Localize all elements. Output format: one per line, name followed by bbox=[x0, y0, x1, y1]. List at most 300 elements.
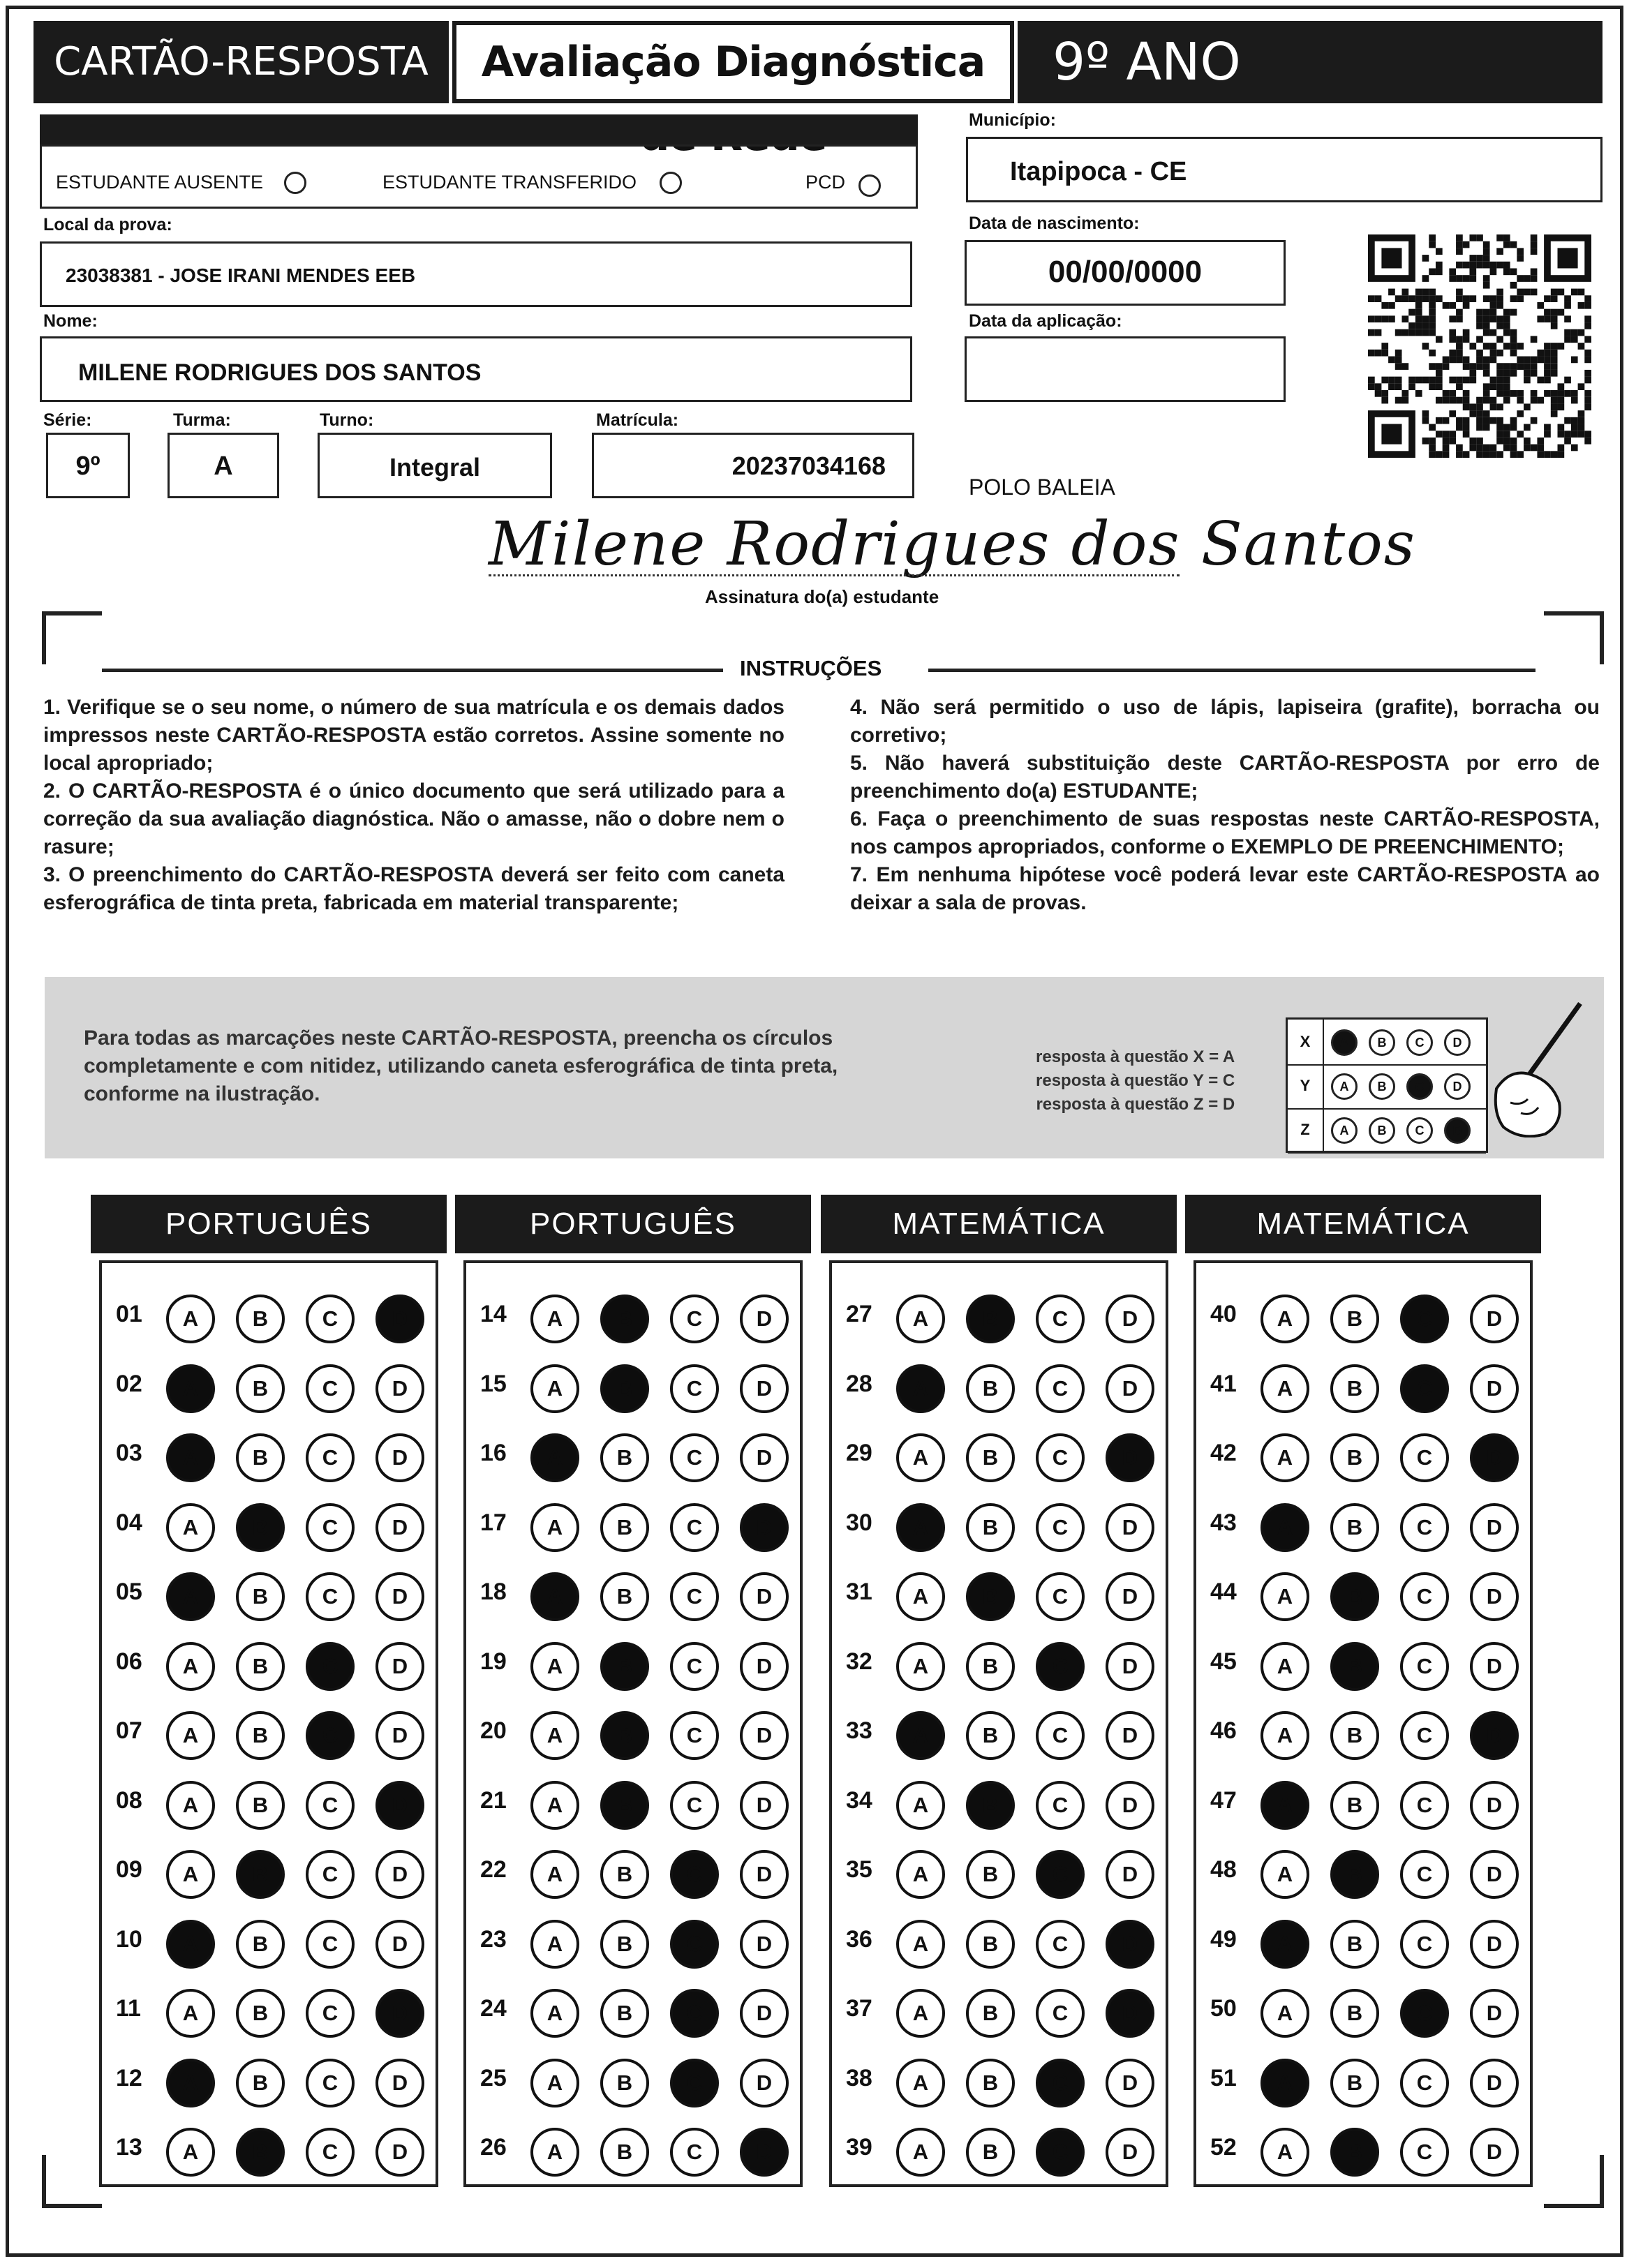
answer-bubble-d[interactable]: D bbox=[1106, 1572, 1154, 1621]
question-row bbox=[466, 1493, 800, 1555]
answer-bubble-c[interactable]: C bbox=[670, 1503, 719, 1552]
answer-bubble-b[interactable]: B bbox=[600, 1364, 649, 1413]
answer-bubble-b[interactable]: B bbox=[600, 1989, 649, 2038]
question-row bbox=[102, 1632, 436, 1694]
signature-caption: Assinatura do(a) estudante bbox=[705, 586, 939, 607]
status-transferred-label: ESTUDANTE TRANSFERIDO bbox=[382, 172, 637, 193]
answer-bubble-b[interactable]: B bbox=[966, 1295, 1015, 1343]
answer-bubble-a[interactable]: A bbox=[1261, 1572, 1309, 1621]
answer-bubble-a[interactable]: A bbox=[1261, 1781, 1309, 1830]
answer-bubble-a[interactable]: A bbox=[166, 1781, 215, 1830]
bottom-corner-right bbox=[1544, 2155, 1604, 2208]
answer-bubble-d[interactable]: D bbox=[1470, 1989, 1519, 2038]
answer-bubble-c[interactable]: C bbox=[306, 1572, 355, 1621]
question-row bbox=[832, 1632, 1166, 1694]
answer-bubble-b[interactable]: B bbox=[966, 1364, 1015, 1413]
answer-bubble-a[interactable]: A bbox=[530, 1920, 579, 1969]
answer-bubble-a[interactable]: A bbox=[166, 2128, 215, 2177]
bottom-corner-left bbox=[42, 2155, 102, 2208]
status-row bbox=[40, 144, 918, 209]
question-number: 36 bbox=[846, 1925, 872, 1953]
answer-bubble-b[interactable]: B bbox=[966, 1503, 1015, 1552]
answer-bubble-c[interactable]: C bbox=[1036, 1781, 1085, 1830]
answer-bubble-b[interactable]: B bbox=[236, 1850, 285, 1899]
answer-bubble-d[interactable]: D bbox=[740, 1781, 789, 1830]
answer-bubble-d[interactable]: D bbox=[1106, 1642, 1154, 1691]
answer-bubble-a[interactable]: A bbox=[166, 1295, 215, 1343]
answer-bubble-a[interactable]: A bbox=[166, 1642, 215, 1691]
answer-bubble-c[interactable]: C bbox=[1400, 1364, 1449, 1413]
municipio-label: Município: bbox=[969, 110, 1056, 130]
answer-bubble-b[interactable]: B bbox=[600, 2128, 649, 2177]
answer-bubble-b[interactable]: B bbox=[236, 1642, 285, 1691]
answer-bubble-c[interactable]: C bbox=[1400, 1850, 1449, 1899]
answer-bubble-b[interactable]: B bbox=[236, 1572, 285, 1621]
answer-bubble-b[interactable]: B bbox=[600, 1642, 649, 1691]
answer-bubble-c[interactable]: C bbox=[1400, 2059, 1449, 2107]
answer-bubble-d[interactable]: D bbox=[1106, 1295, 1154, 1343]
status-transferred-radio[interactable] bbox=[660, 172, 682, 194]
answer-column bbox=[99, 1260, 438, 2187]
answer-column bbox=[463, 1260, 803, 2187]
answer-bubble-a[interactable]: A bbox=[166, 1989, 215, 2038]
answer-bubble-a[interactable]: A bbox=[166, 1364, 215, 1413]
answer-bubble-b[interactable]: B bbox=[966, 1433, 1015, 1482]
answer-bubble-b[interactable]: B bbox=[600, 1295, 649, 1343]
answer-bubble-b[interactable]: B bbox=[1330, 1850, 1379, 1899]
answer-bubble-a[interactable]: A bbox=[530, 1572, 579, 1621]
answer-bubble-d[interactable]: D bbox=[740, 1920, 789, 1969]
answer-bubble-d[interactable]: D bbox=[740, 1364, 789, 1413]
answer-bubble-b[interactable]: B bbox=[236, 1433, 285, 1482]
answer-bubble-d[interactable]: D bbox=[1470, 1850, 1519, 1899]
answer-bubble-c[interactable]: C bbox=[1036, 2059, 1085, 2107]
question-number: 43 bbox=[1210, 1509, 1237, 1536]
answer-bubble-c[interactable]: C bbox=[306, 1503, 355, 1552]
turno-field: Integral bbox=[318, 433, 552, 498]
question-number: 31 bbox=[846, 1579, 872, 1605]
answer-bubble-b[interactable]: B bbox=[966, 1642, 1015, 1691]
answer-bubble-a[interactable]: A bbox=[896, 1642, 945, 1691]
question-row bbox=[102, 1909, 436, 1972]
answer-bubble-d[interactable]: D bbox=[1470, 1503, 1519, 1552]
fill-example-grid bbox=[1286, 1017, 1488, 1153]
answer-bubble-b[interactable]: B bbox=[1330, 1364, 1379, 1413]
answer-bubble-a[interactable]: A bbox=[166, 1503, 215, 1552]
question-row bbox=[466, 2048, 800, 2111]
question-number: 13 bbox=[116, 2134, 142, 2161]
question-row bbox=[102, 1701, 436, 1763]
answer-bubble-a[interactable]: A bbox=[166, 2059, 215, 2107]
answer-bubble-a[interactable]: A bbox=[896, 2128, 945, 2177]
answer-bubble-a[interactable]: A bbox=[530, 1711, 579, 1760]
answer-bubble-a[interactable]: A bbox=[530, 2059, 579, 2107]
turno-label: Turno: bbox=[320, 410, 374, 430]
answer-bubble-a[interactable]: A bbox=[896, 1295, 945, 1343]
question-number: 33 bbox=[846, 1717, 872, 1744]
status-header-bar bbox=[40, 114, 918, 145]
answer-bubble-a[interactable]: A bbox=[896, 2059, 945, 2107]
answer-bubble-b[interactable]: B bbox=[1330, 1920, 1379, 1969]
answer-bubble-d[interactable]: D bbox=[1106, 2128, 1154, 2177]
answer-bubble-a[interactable]: A bbox=[166, 1920, 215, 1969]
answer-bubble-c[interactable]: C bbox=[670, 1781, 719, 1830]
serie-field: 9º bbox=[46, 433, 130, 498]
answer-bubble-c[interactable]: C bbox=[670, 1711, 719, 1760]
answer-bubble-b[interactable]: B bbox=[1330, 2128, 1379, 2177]
answer-bubble-b[interactable]: B bbox=[1330, 1295, 1379, 1343]
answer-bubble-a[interactable]: A bbox=[896, 1433, 945, 1482]
section-title: MATEMÁTICA bbox=[821, 1195, 1177, 1253]
answer-bubble-b[interactable]: B bbox=[600, 1920, 649, 1969]
answer-bubble-d[interactable]: D bbox=[1106, 2059, 1154, 2107]
answer-bubble-a[interactable]: A bbox=[530, 1364, 579, 1413]
answer-bubble-c[interactable]: C bbox=[670, 1642, 719, 1691]
student-signature: Milene Rodrigues dos Santos bbox=[489, 509, 1416, 579]
answer-bubble-c[interactable]: C bbox=[670, 1989, 719, 2038]
answer-bubble-d[interactable]: D bbox=[375, 1711, 424, 1760]
answer-bubble-d[interactable]: D bbox=[375, 2059, 424, 2107]
answer-bubble-a[interactable]: A bbox=[1261, 1920, 1309, 1969]
answer-bubble-a[interactable]: A bbox=[166, 1433, 215, 1482]
answer-bubble-b[interactable]: B bbox=[966, 1781, 1015, 1830]
answer-bubble-d[interactable]: D bbox=[1106, 1920, 1154, 1969]
answer-bubble-b[interactable]: B bbox=[1330, 1989, 1379, 2038]
example-bubble: D bbox=[1444, 1117, 1471, 1144]
answer-bubble-d[interactable]: D bbox=[375, 1781, 424, 1830]
answer-bubble-c[interactable]: C bbox=[306, 1642, 355, 1691]
answer-bubble-d[interactable]: D bbox=[1106, 1503, 1154, 1552]
answer-bubble-d[interactable]: D bbox=[1106, 1433, 1154, 1482]
answer-bubble-a[interactable]: A bbox=[530, 1433, 579, 1482]
answer-bubble-c[interactable]: C bbox=[306, 1989, 355, 2038]
example-bubble: C bbox=[1406, 1073, 1433, 1100]
answer-bubble-c[interactable]: C bbox=[1400, 1572, 1449, 1621]
answer-bubble-a[interactable]: A bbox=[530, 1989, 579, 2038]
question-number: 24 bbox=[480, 1995, 507, 2022]
answer-bubble-d[interactable]: D bbox=[1470, 1572, 1519, 1621]
answer-bubble-c[interactable]: C bbox=[1036, 1572, 1085, 1621]
answer-bubble-b[interactable]: B bbox=[236, 1781, 285, 1830]
answer-bubble-c[interactable]: C bbox=[306, 2128, 355, 2177]
answer-bubble-c[interactable]: C bbox=[306, 1295, 355, 1343]
answer-bubble-b[interactable]: B bbox=[1330, 1642, 1379, 1691]
answer-bubble-d[interactable]: D bbox=[375, 1295, 424, 1343]
answer-bubble-d[interactable]: D bbox=[375, 1433, 424, 1482]
answer-bubble-a[interactable]: A bbox=[166, 1572, 215, 1621]
answer-bubble-d[interactable]: D bbox=[1470, 1364, 1519, 1413]
question-number: 02 bbox=[116, 1370, 142, 1397]
example-bubble: A bbox=[1331, 1073, 1358, 1100]
answer-bubble-c[interactable]: C bbox=[670, 2128, 719, 2177]
answer-bubble-b[interactable]: B bbox=[1330, 1711, 1379, 1760]
status-absent-label: ESTUDANTE AUSENTE bbox=[56, 172, 264, 193]
answer-bubble-d[interactable]: D bbox=[740, 2059, 789, 2107]
answer-bubble-a[interactable]: A bbox=[530, 1850, 579, 1899]
answer-bubble-b[interactable]: B bbox=[966, 1711, 1015, 1760]
answer-bubble-d[interactable]: D bbox=[740, 1711, 789, 1760]
answer-bubble-d[interactable]: D bbox=[375, 1989, 424, 2038]
answer-bubble-c[interactable]: C bbox=[670, 1850, 719, 1899]
question-row bbox=[832, 1493, 1166, 1555]
answer-bubble-c[interactable]: C bbox=[306, 2059, 355, 2107]
answer-bubble-c[interactable]: C bbox=[1400, 1781, 1449, 1830]
example-bubble: D bbox=[1444, 1073, 1471, 1100]
answer-bubble-b[interactable]: B bbox=[966, 1989, 1015, 2038]
answer-bubble-d[interactable]: D bbox=[1470, 1711, 1519, 1760]
question-number: 08 bbox=[116, 1786, 142, 1814]
answer-bubble-b[interactable]: B bbox=[966, 1850, 1015, 1899]
answer-bubble-c[interactable]: C bbox=[1036, 1503, 1085, 1552]
instructions-title: INSTRUÇÕES bbox=[740, 656, 882, 680]
answer-bubble-a[interactable]: A bbox=[896, 1364, 945, 1413]
answer-bubble-c[interactable]: C bbox=[306, 1364, 355, 1413]
answer-bubble-c[interactable]: C bbox=[670, 1572, 719, 1621]
answer-bubble-c[interactable]: C bbox=[1400, 1989, 1449, 2038]
aplicacao-field bbox=[965, 336, 1286, 402]
answer-bubble-d[interactable]: D bbox=[740, 1572, 789, 1621]
example-row-label: Y bbox=[1288, 1064, 1324, 1108]
matricula-label: Matrícula: bbox=[596, 410, 679, 430]
serie-label: Série: bbox=[43, 410, 92, 430]
answer-bubble-c[interactable]: C bbox=[1036, 1920, 1085, 1969]
answer-bubble-d[interactable]: D bbox=[740, 1295, 789, 1343]
answer-bubble-d[interactable]: D bbox=[1106, 1989, 1154, 2038]
answer-bubble-a[interactable]: A bbox=[530, 1503, 579, 1552]
question-row bbox=[466, 1770, 800, 1833]
question-row bbox=[466, 1701, 800, 1763]
answer-bubble-b[interactable]: B bbox=[1330, 1781, 1379, 1830]
answer-bubble-d[interactable]: D bbox=[1106, 1364, 1154, 1413]
answer-bubble-c[interactable]: C bbox=[670, 1433, 719, 1482]
question-number: 10 bbox=[116, 1925, 142, 1953]
answer-bubble-d[interactable]: D bbox=[1470, 2128, 1519, 2177]
question-number: 37 bbox=[846, 1995, 872, 2022]
answer-bubble-a[interactable]: A bbox=[1261, 1364, 1309, 1413]
answer-bubble-b[interactable]: B bbox=[236, 1503, 285, 1552]
answer-bubble-a[interactable]: A bbox=[896, 1920, 945, 1969]
answer-bubble-a[interactable]: A bbox=[896, 1781, 945, 1830]
answer-bubble-a[interactable]: A bbox=[530, 1642, 579, 1691]
answer-bubble-b[interactable]: B bbox=[1330, 1503, 1379, 1552]
question-number: 34 bbox=[846, 1786, 872, 1814]
answer-bubble-b[interactable]: B bbox=[966, 2128, 1015, 2177]
answer-bubble-d[interactable]: D bbox=[740, 1503, 789, 1552]
answer-bubble-a[interactable]: A bbox=[1261, 2059, 1309, 2107]
answer-bubble-a[interactable]: A bbox=[1261, 1989, 1309, 2038]
answer-bubble-c[interactable]: C bbox=[306, 1433, 355, 1482]
answer-bubble-c[interactable]: C bbox=[670, 2059, 719, 2107]
answer-bubble-c[interactable]: C bbox=[1400, 1503, 1449, 1552]
answer-bubble-c[interactable]: C bbox=[306, 1781, 355, 1830]
question-number: 14 bbox=[480, 1301, 507, 1327]
question-row bbox=[1196, 1909, 1530, 1972]
answer-bubble-c[interactable]: C bbox=[1400, 1642, 1449, 1691]
question-row bbox=[102, 1284, 436, 1347]
answer-bubble-a[interactable]: A bbox=[166, 1850, 215, 1899]
answer-bubble-a[interactable]: A bbox=[1261, 1503, 1309, 1552]
answer-bubble-c[interactable]: C bbox=[1036, 1642, 1085, 1691]
answer-bubble-c[interactable]: C bbox=[306, 1920, 355, 1969]
municipio-field: Itapipoca - CE bbox=[966, 137, 1602, 202]
answer-bubble-d[interactable]: D bbox=[375, 1364, 424, 1413]
question-row bbox=[832, 1701, 1166, 1763]
question-row bbox=[832, 2048, 1166, 2111]
question-row bbox=[466, 1978, 800, 2041]
answer-bubble-d[interactable]: D bbox=[375, 1503, 424, 1552]
answer-bubble-b[interactable]: B bbox=[600, 1711, 649, 1760]
answer-bubble-a[interactable]: A bbox=[530, 1781, 579, 1830]
question-row bbox=[1196, 1493, 1530, 1555]
answer-bubble-c[interactable]: C bbox=[1400, 1295, 1449, 1343]
example-bubble: B bbox=[1369, 1073, 1395, 1100]
example-bubble: C bbox=[1406, 1029, 1433, 1056]
answer-bubble-c[interactable]: C bbox=[1036, 1364, 1085, 1413]
question-number: 52 bbox=[1210, 2134, 1237, 2161]
answer-bubble-a[interactable]: A bbox=[530, 2128, 579, 2177]
answer-bubble-d[interactable]: D bbox=[1470, 1295, 1519, 1343]
answer-bubble-c[interactable]: C bbox=[306, 1711, 355, 1760]
answer-bubble-a[interactable]: A bbox=[530, 1295, 579, 1343]
question-row bbox=[1196, 1840, 1530, 1902]
answer-bubble-b[interactable]: B bbox=[236, 1364, 285, 1413]
question-row bbox=[1196, 1354, 1530, 1417]
question-number: 05 bbox=[116, 1579, 142, 1605]
answer-bubble-d[interactable]: D bbox=[740, 2128, 789, 2177]
answer-bubble-d[interactable]: D bbox=[1470, 1920, 1519, 1969]
question-row bbox=[832, 1978, 1166, 2041]
answer-bubble-c[interactable]: C bbox=[1036, 1295, 1085, 1343]
question-number: 11 bbox=[116, 1995, 141, 2022]
answer-bubble-c[interactable]: C bbox=[306, 1850, 355, 1899]
answer-bubble-d[interactable]: D bbox=[1106, 1850, 1154, 1899]
question-number: 48 bbox=[1210, 1856, 1237, 1883]
answer-bubble-a[interactable]: A bbox=[1261, 1711, 1309, 1760]
answer-bubble-b[interactable]: B bbox=[966, 2059, 1015, 2107]
question-row bbox=[102, 2117, 436, 2180]
answer-bubble-a[interactable]: A bbox=[896, 1989, 945, 2038]
answer-bubble-b[interactable]: B bbox=[966, 1920, 1015, 1969]
answer-bubble-c[interactable]: C bbox=[1400, 1920, 1449, 1969]
question-number: 44 bbox=[1210, 1579, 1237, 1605]
answer-bubble-b[interactable]: B bbox=[1330, 2059, 1379, 2107]
answer-bubble-c[interactable]: C bbox=[1036, 1711, 1085, 1760]
question-number: 38 bbox=[846, 2064, 872, 2091]
answer-bubble-d[interactable]: D bbox=[375, 1572, 424, 1621]
answer-bubble-d[interactable]: D bbox=[740, 1642, 789, 1691]
status-pcd-label: PCD bbox=[805, 172, 846, 193]
answer-bubble-b[interactable]: B bbox=[966, 1572, 1015, 1621]
answer-bubble-c[interactable]: C bbox=[1400, 2128, 1449, 2177]
answer-bubble-a[interactable]: A bbox=[896, 1503, 945, 1552]
answer-bubble-d[interactable]: D bbox=[740, 1433, 789, 1482]
answer-bubble-b[interactable]: B bbox=[236, 1711, 285, 1760]
question-number: 26 bbox=[480, 2134, 507, 2161]
question-row bbox=[102, 1493, 436, 1555]
answer-bubble-a[interactable]: A bbox=[1261, 1295, 1309, 1343]
answer-bubble-b[interactable]: B bbox=[236, 1920, 285, 1969]
question-number: 20 bbox=[480, 1717, 507, 1744]
answer-bubble-b[interactable]: B bbox=[236, 1989, 285, 2038]
instruction-item: 6. Faça o preenchimento de suas respostas neste CARTÃO-RESPOSTA, nos campos apropriados, conforme o EXEMPLO DE PREENCHIMENTO; bbox=[850, 807, 1600, 858]
answer-bubble-a[interactable]: A bbox=[166, 1711, 215, 1760]
answer-bubble-d[interactable]: D bbox=[1470, 2059, 1519, 2107]
question-row bbox=[1196, 2048, 1530, 2111]
question-row bbox=[832, 1562, 1166, 1625]
answer-bubble-d[interactable]: D bbox=[1470, 1642, 1519, 1691]
answer-bubble-c[interactable]: C bbox=[670, 1295, 719, 1343]
answer-bubble-d[interactable]: D bbox=[1470, 1433, 1519, 1482]
answer-bubble-d[interactable]: D bbox=[375, 1850, 424, 1899]
answer-bubble-d[interactable]: D bbox=[375, 2128, 424, 2177]
answer-bubble-c[interactable]: C bbox=[1036, 1850, 1085, 1899]
turma-field: A bbox=[168, 433, 279, 498]
answer-bubble-c[interactable]: C bbox=[1400, 1433, 1449, 1482]
instructions-rule-right bbox=[928, 669, 1535, 672]
answer-bubble-b[interactable]: B bbox=[1330, 1572, 1379, 1621]
answer-bubble-b[interactable]: B bbox=[236, 2128, 285, 2177]
answer-bubble-d[interactable]: D bbox=[375, 1642, 424, 1691]
example-bubble: B bbox=[1369, 1029, 1395, 1056]
answer-bubble-b[interactable]: B bbox=[600, 1433, 649, 1482]
answer-bubble-c[interactable]: C bbox=[670, 1364, 719, 1413]
answer-bubble-c[interactable]: C bbox=[1036, 1433, 1085, 1482]
answer-bubble-c[interactable]: C bbox=[1036, 2128, 1085, 2177]
status-pcd-radio[interactable] bbox=[858, 174, 881, 197]
question-row bbox=[1196, 2117, 1530, 2180]
answer-bubble-b[interactable]: B bbox=[236, 2059, 285, 2107]
answer-bubble-a[interactable]: A bbox=[1261, 1850, 1309, 1899]
question-row bbox=[466, 1562, 800, 1625]
answer-bubble-c[interactable]: C bbox=[1036, 1989, 1085, 2038]
answer-bubble-b[interactable]: B bbox=[236, 1295, 285, 1343]
answer-bubble-a[interactable]: A bbox=[1261, 2128, 1309, 2177]
answer-bubble-b[interactable]: B bbox=[1330, 1433, 1379, 1482]
answer-bubble-a[interactable]: A bbox=[1261, 1642, 1309, 1691]
answer-bubble-d[interactable]: D bbox=[1470, 1781, 1519, 1830]
instructions-left bbox=[43, 694, 784, 917]
answer-bubble-b[interactable]: B bbox=[600, 2059, 649, 2107]
answer-bubble-a[interactable]: A bbox=[1261, 1433, 1309, 1482]
answer-bubble-d[interactable]: D bbox=[1106, 1781, 1154, 1830]
question-row bbox=[1196, 1423, 1530, 1486]
answer-bubble-d[interactable]: D bbox=[740, 1989, 789, 2038]
nascimento-label: Data de nascimento: bbox=[969, 214, 1140, 233]
status-absent-radio[interactable] bbox=[284, 172, 306, 194]
question-number: 16 bbox=[480, 1440, 507, 1466]
question-row bbox=[1196, 1770, 1530, 1833]
answer-bubble-b[interactable]: B bbox=[600, 1781, 649, 1830]
answer-bubble-b[interactable]: B bbox=[600, 1572, 649, 1621]
answer-bubble-b[interactable]: B bbox=[600, 1850, 649, 1899]
answer-bubble-d[interactable]: D bbox=[1106, 1711, 1154, 1760]
answer-bubble-b[interactable]: B bbox=[600, 1503, 649, 1552]
answer-bubble-c[interactable]: C bbox=[670, 1920, 719, 1969]
answer-bubble-d[interactable]: D bbox=[375, 1920, 424, 1969]
answer-bubble-c[interactable]: C bbox=[1400, 1711, 1449, 1760]
answer-bubble-a[interactable]: A bbox=[896, 1711, 945, 1760]
question-number: 15 bbox=[480, 1370, 507, 1397]
answer-column bbox=[829, 1260, 1168, 2187]
answer-bubble-a[interactable]: A bbox=[896, 1850, 945, 1899]
question-number: 39 bbox=[846, 2134, 872, 2161]
question-number: 49 bbox=[1210, 1925, 1237, 1953]
nascimento-field: 00/00/0000 bbox=[965, 240, 1286, 306]
answer-bubble-a[interactable]: A bbox=[896, 1572, 945, 1621]
answer-bubble-d[interactable]: D bbox=[740, 1850, 789, 1899]
question-number: 06 bbox=[116, 1648, 142, 1675]
question-row bbox=[466, 1632, 800, 1694]
